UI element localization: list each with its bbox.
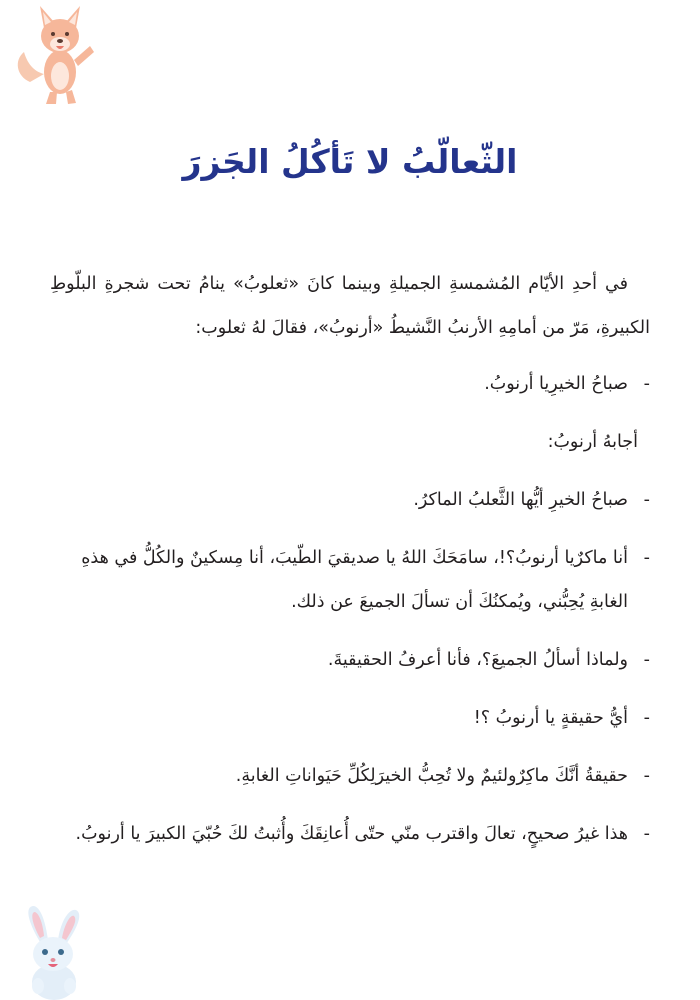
dialogue-line	[50, 362, 650, 406]
dialogue-dash: -	[643, 766, 650, 786]
narration-line: أجابهُ أرنوبُ:	[547, 432, 638, 452]
dialogue-line	[50, 812, 650, 856]
dialogue-line	[50, 754, 650, 798]
dialogue-text: أيُّ حقيقةٍ يا أرنوبُ ؟!	[473, 708, 628, 728]
story-title: الثّعالّبُ لا تَأكُلُ الجَزرَ	[182, 142, 518, 181]
dialogue-text: صباحُ الخيرِ أيُّها الثَّعلبُ الماكرُ.	[413, 490, 628, 510]
dialogue-dash: -	[643, 374, 650, 394]
dialogue-dash: -	[643, 548, 650, 568]
rabbit-icon	[10, 902, 96, 1000]
dialogue-dash: -	[643, 490, 650, 510]
dialogue-text: ولماذا أسألُ الجميعَ؟، فأنا أعرفُ الحقيقيةَ.	[327, 650, 628, 670]
story-body	[50, 262, 650, 870]
dialogue-line	[50, 478, 650, 522]
dialogue-text: أنا ماكرٌيا أرنوبُ؟!، سامَحَكَ اللهُ يا صديقيَ الطّيبَ، أنا مِسكينٌ والكُلُّ في هذهِ الغابةِ يُحِبُّني، ويُمكنُكَ أن تسألَ الجميعَ عن ذلك.	[81, 548, 628, 612]
fox-icon	[10, 0, 100, 108]
dialogue-text: صباحُ الخيرِيا أرنوبُ.	[484, 374, 628, 394]
dialogue-text: حقيقةُ أنَّكَ ماكِرٌولئيمٌ ولا تُحِبُّ الخيرَلِكُلِّ حَيَواناتِ الغابةِ.	[235, 766, 628, 786]
dialogue-dash: -	[643, 708, 650, 728]
dialogue-dash: -	[643, 824, 650, 844]
dialogue-line	[50, 696, 650, 740]
dialogue-line	[50, 536, 650, 624]
dialogue-line	[50, 638, 650, 682]
dialogue-text: هذا غيرُ صحيحٍ، تعالَ واقترب منّي حتّى أُعانِقَكَ وأُثبتُ لكَ حُبّيَ الكبيرَ يا أرنوبُ.	[75, 824, 628, 844]
story-paragraph: في أحدِ الأيّام المُشمسةِ الجميلةِ وبينما كانَ «ثعلوبُ» ينامُ تحت شجرةِ البلّوطِ الكبيرةِ، مَرّ من أمامِهِ الأرنبُ النَّشيطُ «أرنوبُ»، فقالَ لهُ ثعلوب:	[50, 274, 650, 338]
dialogue-dash: -	[643, 650, 650, 670]
